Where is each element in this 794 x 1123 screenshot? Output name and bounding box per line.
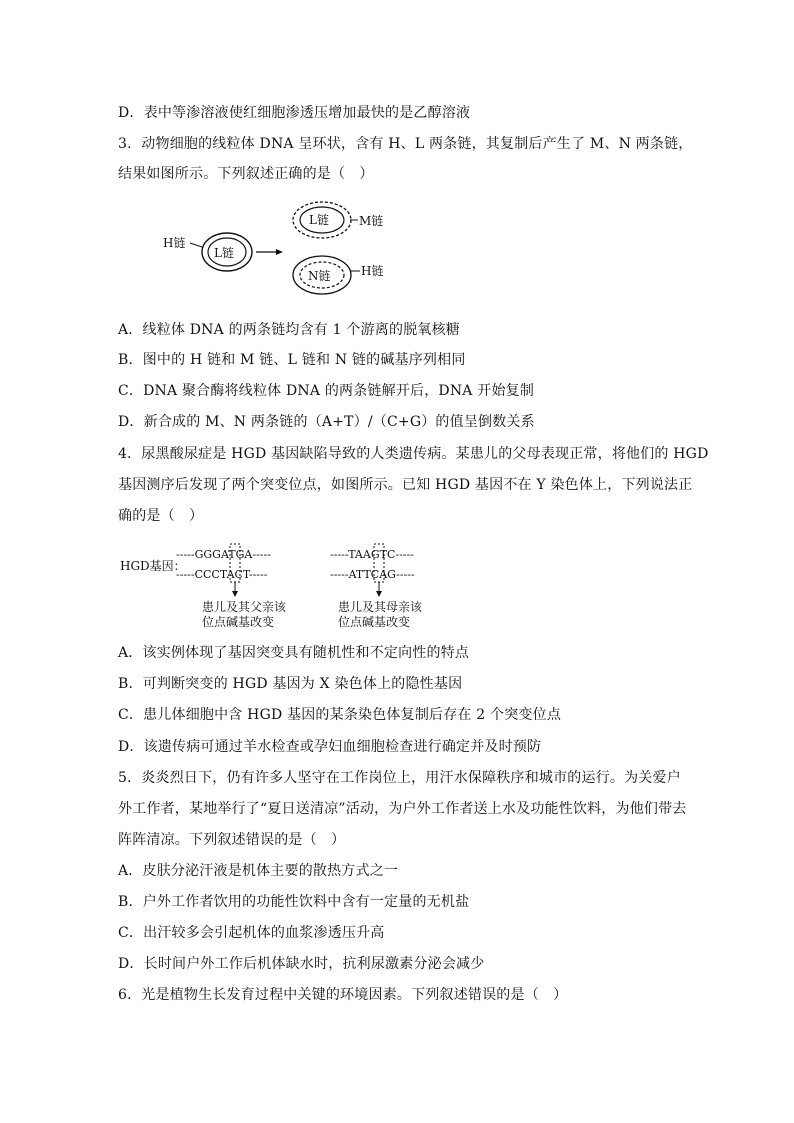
hgd-gene-figure [118, 540, 458, 632]
option-4a: A．该实例体现了基因突变具有随机性和不定向性的特点 [118, 645, 470, 661]
h-strand-label-bottom: H链 [361, 264, 384, 278]
question-4-stem: 4．尿黑酸尿症是 HGD 基因缺陷导致的人类遗传病。某患儿的父母表现正常，将他们的 HGD [118, 446, 709, 462]
question-4-stem-cont: 基因测序后发现了两个突变位点，如图所示。已知 HGD 基因不在 Y 染色体上，下列说法正 [118, 477, 693, 493]
question-6-stem: 6．光是植物生长发育过程中关键的环境因素。下列叙述错误的是（ ） [118, 987, 568, 1003]
note-1-line-1: 患儿及其父亲该 [202, 600, 287, 614]
hgd-gene-label: HGD基因： [120, 559, 186, 573]
note-1-line-2: 位点碱基改变 [202, 615, 275, 629]
m-strand-label: M链 [359, 214, 384, 228]
option-3c: C．DNA 聚合酶将线粒体 DNA 的两条链解开后，DNA 开始复制 [118, 383, 535, 399]
question-5-stem-cont: 外工作者，某地举行了“夏日送清凉”活动，为户外工作者送上水及功能性饮料，为他们带去 [118, 801, 687, 817]
seq1-bottom: -----CCCTACT----- [176, 568, 268, 581]
question-5-stem-end: 阵阵清凉。下列叙述错误的是（ ） [118, 832, 346, 848]
option-5d: D．长时间户外工作后机体缺水时，抗利尿激素分泌会减少 [118, 956, 485, 972]
h-strand-label: H链 [163, 236, 186, 250]
option-4c: C．患儿体细胞中含 HGD 基因的某条染色体复制后存在 2 个突变位点 [118, 707, 562, 723]
seq2-bottom: -----ATTCAG----- [330, 568, 415, 581]
option-5a: A．皮肤分泌汗液是机体主要的散热方式之一 [118, 863, 399, 879]
option-5b: B．户外工作者饮用的功能性饮料中含有一定量的无机盐 [118, 894, 470, 910]
question-5-stem: 5．炎炎烈日下，仍有许多人坚守在工作岗位上，用汗水保障秩序和城市的运行。为关爱户 [118, 770, 681, 786]
option-5c: C．出汗较多会引起机体的血浆渗透压升高 [118, 925, 385, 941]
l-strand-label: L链 [214, 246, 234, 260]
option-2d: D．表中等渗溶液使红细胞渗透压增加最快的是乙醇溶液 [118, 105, 471, 121]
mtdna-replication-figure [150, 195, 410, 307]
note-2-line-1: 患儿及其母亲该 [338, 600, 423, 614]
l-strand-label-top: L链 [309, 213, 329, 227]
option-3a: A．线粒体 DNA 的两条链均含有 1 个游离的脱氧核糖 [118, 322, 461, 338]
arrow-down-icon [232, 591, 238, 597]
arrow-down-icon [376, 591, 382, 597]
option-3b: B．图中的 H 链和 M 链、L 链和 N 链的碱基序列相同 [118, 352, 466, 368]
h-label-leader [190, 243, 202, 247]
question-3-stem: 3．动物细胞的线粒体 DNA 呈环状，含有 H、L 两条链，其复制后产生了 M、N 两条链， [118, 136, 693, 152]
question-3-stem-cont: 结果如图所示。下列叙述正确的是（ ） [118, 166, 374, 182]
option-3d: D．新合成的 M、N 两条链的（A+T）/（C+G）的值呈倒数关系 [118, 414, 535, 430]
note-2-line-2: 位点碱基改变 [338, 615, 411, 629]
seq1-top: -----GGGATGA----- [176, 548, 271, 561]
seq2-top: -----TAAGTC----- [330, 548, 414, 561]
option-4b: B．可判断突变的 HGD 基因为 X 染色体上的隐性基因 [118, 676, 463, 692]
arrow-head-icon [276, 249, 283, 255]
question-4-stem-end: 确的是（ ） [118, 508, 204, 524]
n-strand-label: N链 [308, 269, 331, 283]
option-4d: D．该遗传病可通过羊水检查或孕妇血细胞检查进行确定并及时预防 [118, 739, 542, 755]
